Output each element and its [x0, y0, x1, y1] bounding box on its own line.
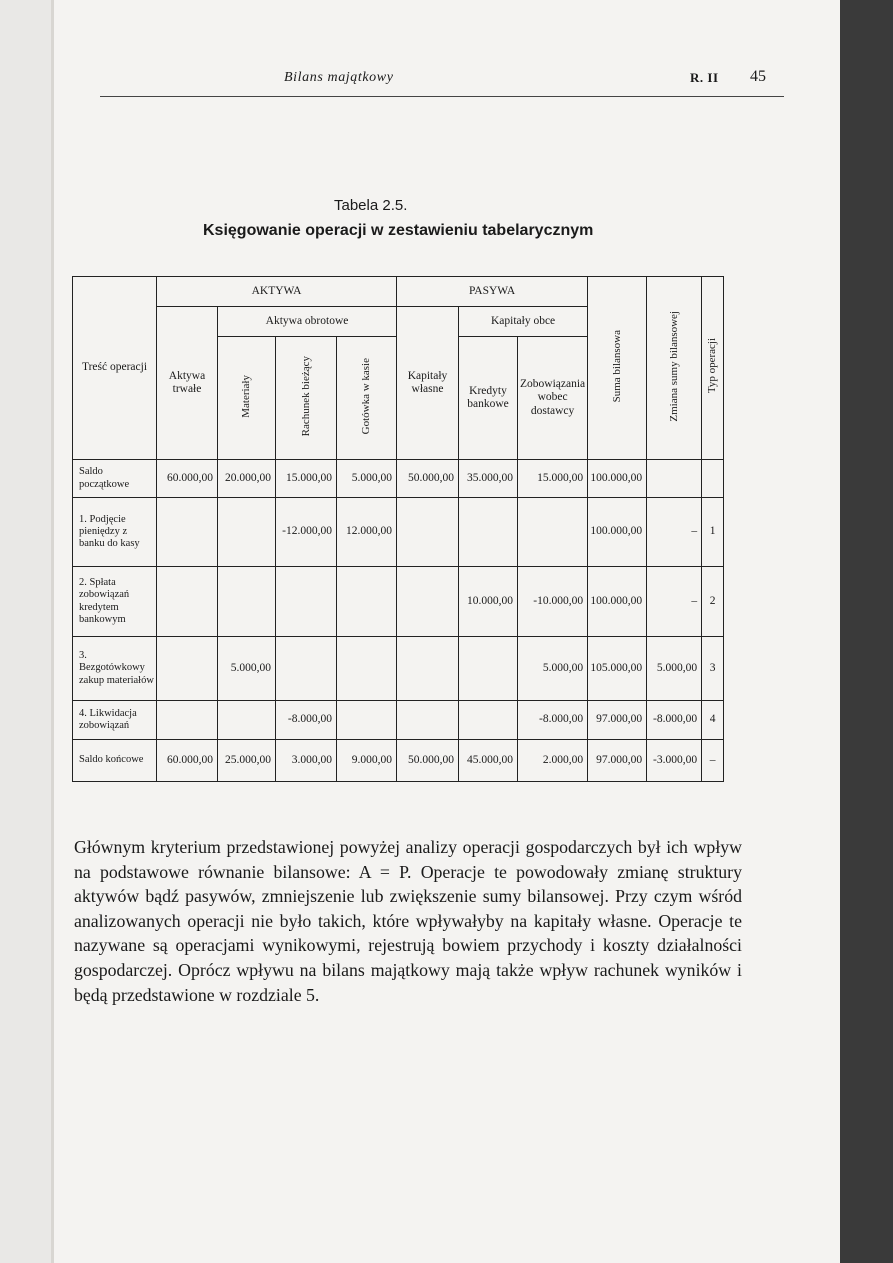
- table-cell: [157, 567, 218, 637]
- row-label: 1. Podjęcie pieniędzy z banku do kasy: [73, 498, 157, 567]
- table-cell: 3: [702, 637, 724, 701]
- table-cell: -8.000,00: [518, 701, 588, 740]
- header-zmiana: Zmiana sumy bilansowej: [647, 277, 702, 460]
- table-row: [73, 740, 724, 782]
- table-cell: [397, 701, 459, 740]
- header-rachunek: Rachunek bieżący: [276, 337, 337, 460]
- table-cell: -10.000,00: [518, 567, 588, 637]
- scan-left-margin: [0, 0, 54, 1263]
- row-label: 4. Likwidacja zobowiązań: [73, 701, 157, 740]
- table-cell: –: [647, 567, 702, 637]
- table-number: Tabela 2.5.: [334, 197, 408, 214]
- table-cell: 5.000,00: [337, 460, 397, 498]
- table-cell: [218, 701, 276, 740]
- table-cell: 3.000,00: [276, 740, 337, 782]
- table-cell: 1: [702, 498, 724, 567]
- header-rule: [100, 96, 784, 97]
- table-cell: 105.000,00: [588, 637, 647, 701]
- header-typ: Typ operacji: [702, 277, 724, 460]
- table-cell: 35.000,00: [459, 460, 518, 498]
- table-title: Księgowanie operacji w zestawieniu tabelarycznym: [203, 222, 594, 239]
- table-row: [73, 637, 724, 701]
- table-cell: 25.000,00: [218, 740, 276, 782]
- table-cell: 15.000,00: [276, 460, 337, 498]
- table-cell: 45.000,00: [459, 740, 518, 782]
- table-cell: –: [702, 740, 724, 782]
- table-cell: [702, 460, 724, 498]
- table-cell: 2: [702, 567, 724, 637]
- table-cell: [459, 637, 518, 701]
- table-cell: [459, 498, 518, 567]
- header-desc: Treść operacji: [73, 277, 157, 460]
- table-cell: 9.000,00: [337, 740, 397, 782]
- running-title: Bilans majątkowy: [284, 70, 394, 85]
- body-paragraph: Głównym kryterium przedstawionej powyżej analizy operacji gospodarczych był ich wpływ na podstawowe równanie bilansowe: A = P. Operacje te powodowały zmianę struktury aktywów bądź pasywów, zmniejszenie lub zwiększenie sumy bilansowej. Przy czym wśród analizowanych operacji nie było takich, które wpływałyby na kapitały własne. Operacje te nazywane są operacjami wynikowymi, rejestrują bowiem przychody i koszty działalności gospodarczej. Oprócz wpływu na bilans majątkowy mają także wpływ rachunek wyników i będą przedstawione w rozdziale 5.: [74, 837, 742, 1005]
- table-cell: –: [647, 498, 702, 567]
- header-aktywa-trwale: Aktywa trwałe: [157, 307, 218, 460]
- table-cell: -8.000,00: [276, 701, 337, 740]
- table-cell: [157, 637, 218, 701]
- table-cell: 10.000,00: [459, 567, 518, 637]
- table-cell: [459, 701, 518, 740]
- table-row: [73, 460, 724, 498]
- table-cell: 60.000,00: [157, 460, 218, 498]
- header-kredyty: Kredyty bankowe: [459, 337, 518, 460]
- row-label: 2. Spłata zobowiązań kredytem bankowym: [73, 567, 157, 637]
- ledger-table: [72, 276, 724, 782]
- header-suma: Suma bilansowa: [588, 277, 647, 460]
- table-cell: [337, 567, 397, 637]
- table-cell: 100.000,00: [588, 498, 647, 567]
- table-cell: 97.000,00: [588, 701, 647, 740]
- table-cell: 50.000,00: [397, 460, 459, 498]
- header-zobowiazania: Zobowiązania wobec dostawcy: [518, 337, 588, 460]
- table-cell: 5.000,00: [518, 637, 588, 701]
- table-cell: [157, 701, 218, 740]
- table-cell: [276, 637, 337, 701]
- table-row: [73, 701, 724, 740]
- table-cell: [397, 498, 459, 567]
- table-cell: [518, 498, 588, 567]
- table-cell: -12.000,00: [276, 498, 337, 567]
- book-page: [54, 0, 840, 1263]
- section-label: R. II: [690, 70, 719, 85]
- table-cell: [397, 567, 459, 637]
- table-cell: [647, 460, 702, 498]
- table-cell: [157, 498, 218, 567]
- table-cell: 50.000,00: [397, 740, 459, 782]
- table-cell: 100.000,00: [588, 460, 647, 498]
- header-kapitaly-obce: Kapitały obce: [459, 307, 588, 337]
- table-cell: -3.000,00: [647, 740, 702, 782]
- table-cell: 97.000,00: [588, 740, 647, 782]
- table-cell: [218, 498, 276, 567]
- table-cell: 15.000,00: [518, 460, 588, 498]
- table-cell: 5.000,00: [647, 637, 702, 701]
- header-gotowka: Gotówka w kasie: [337, 337, 397, 460]
- header-pasywa: PASYWA: [397, 277, 588, 307]
- table-cell: 5.000,00: [218, 637, 276, 701]
- table-cell: [218, 567, 276, 637]
- table-cell: [397, 637, 459, 701]
- row-label: 3. Bezgotówkowy zakup materiałów: [73, 637, 157, 701]
- table-cell: 12.000,00: [337, 498, 397, 567]
- table-row: [73, 498, 724, 567]
- header-materialy: Materiały: [218, 337, 276, 460]
- row-label: Saldo końcowe: [73, 740, 157, 782]
- table-cell: -8.000,00: [647, 701, 702, 740]
- table-cell: 2.000,00: [518, 740, 588, 782]
- table-row: [73, 567, 724, 637]
- header-kapitaly-wlasne: Kapitały własne: [397, 307, 459, 460]
- header-aktywa: AKTYWA: [157, 277, 397, 307]
- table-cell: 100.000,00: [588, 567, 647, 637]
- table-cell: 4: [702, 701, 724, 740]
- table-cell: 60.000,00: [157, 740, 218, 782]
- table-cell: [276, 567, 337, 637]
- page-number: 45: [750, 68, 766, 85]
- table-cell: [337, 701, 397, 740]
- row-label: Saldo początkowe: [73, 460, 157, 498]
- header-aktywa-obrotowe: Aktywa obrotowe: [218, 307, 397, 337]
- table-cell: [337, 637, 397, 701]
- table-cell: 20.000,00: [218, 460, 276, 498]
